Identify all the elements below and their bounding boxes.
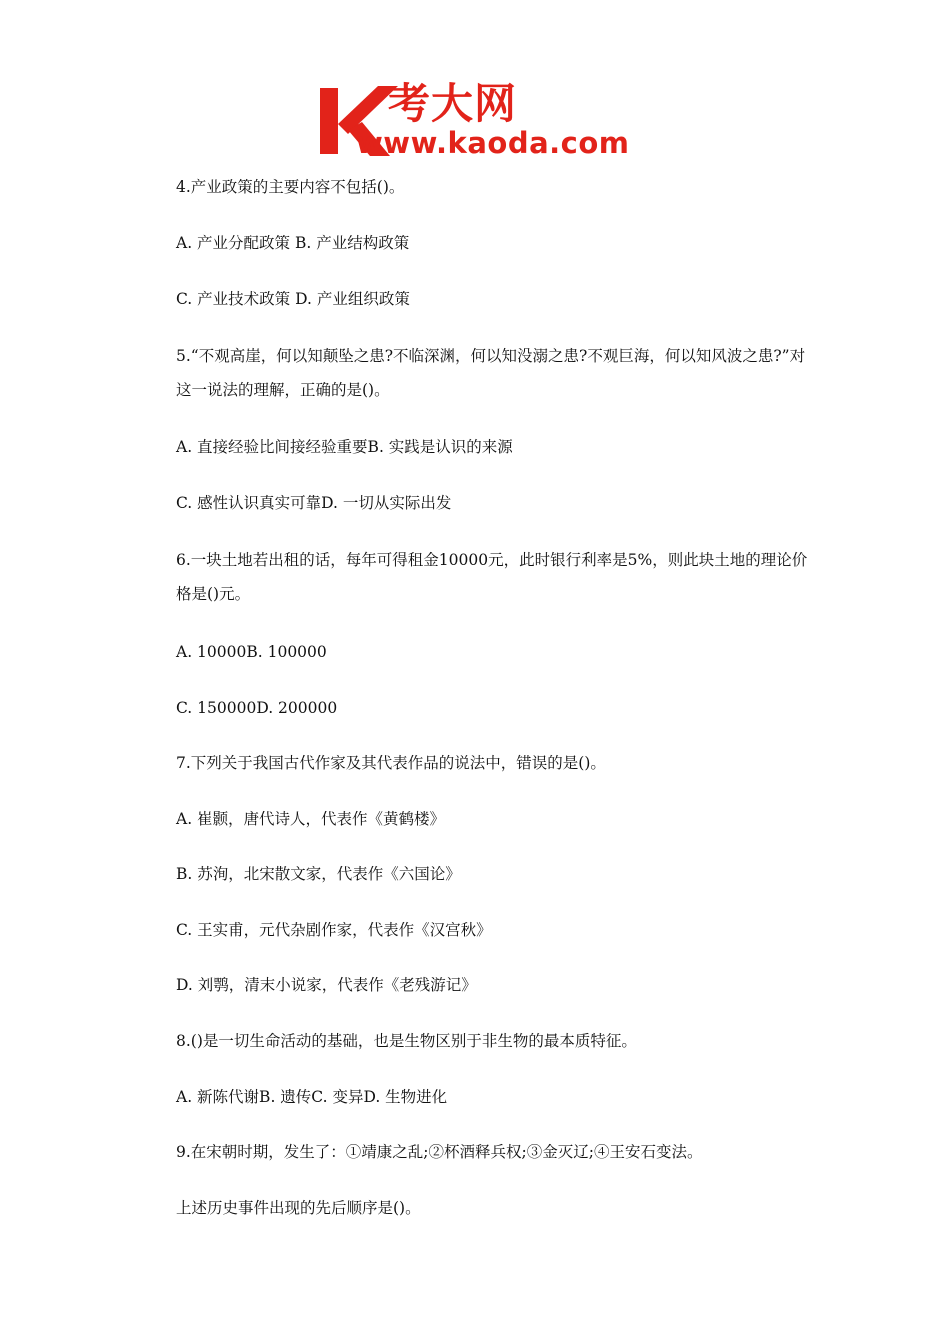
question-4-options-1: A. 产业分配政策 B. 产业结构政策 xyxy=(176,234,410,252)
question-9-stem: 9.在宋朝时期，发生了：①靖康之乱;②杯酒释兵权;③金灭辽;④王安石变法。 xyxy=(176,1143,703,1161)
question-5-stem: 5.“不观高崖，何以知颠坠之患?不临深渊，何以知没溺之患?不观巨海，何以知风波之患?”对这一说法的理解，正确的是()。 xyxy=(176,347,806,399)
logo-brand-text: 考大网 xyxy=(388,79,518,128)
question-6-stem: 6.一块土地若出租的话，每年可得租金10000元，此时银行利率是5%，则此块土地的理论价格是()元。 xyxy=(176,551,808,603)
question-6-options-2: C. 150000D. 200000 xyxy=(176,699,338,717)
question-7-option-b: B. 苏洵，北宋散文家，代表作《六国论》 xyxy=(176,865,461,883)
question-9-prompt: 上述历史事件出现的先后顺序是()。 xyxy=(176,1199,421,1217)
question-8-options: A. 新陈代谢B. 遗传C. 变异D. 生物进化 xyxy=(176,1088,448,1106)
kaoda-logo xyxy=(318,80,648,162)
question-5-options-2: C. 感性认识真实可靠D. 一切从实际出发 xyxy=(176,494,452,512)
question-7-stem: 7.下列关于我国古代作家及其代表作品的说法中，错误的是()。 xyxy=(176,754,606,772)
question-4-stem: 4.产业政策的主要内容不包括()。 xyxy=(176,178,405,196)
question-5-options-1: A. 直接经验比间接经验重要B. 实践是认识的来源 xyxy=(176,438,513,456)
question-7-option-d: D. 刘鹗，清末小说家，代表作《老残游记》 xyxy=(176,976,477,994)
question-6-options-1: A. 10000B. 100000 xyxy=(176,643,327,661)
question-7-option-c: C. 王实甫，元代杂剧作家，代表作《汉宫秋》 xyxy=(176,921,492,939)
question-7-option-a: A. 崔颢，唐代诗人，代表作《黄鹤楼》 xyxy=(176,810,446,828)
logo-url-text: www.kaoda.com xyxy=(356,126,630,160)
question-8-stem: 8.()是一切生命活动的基础，也是生物区别于非生物的最本质特征。 xyxy=(176,1032,637,1050)
question-4-options-2: C. 产业技术政策 D. 产业组织政策 xyxy=(176,290,410,308)
